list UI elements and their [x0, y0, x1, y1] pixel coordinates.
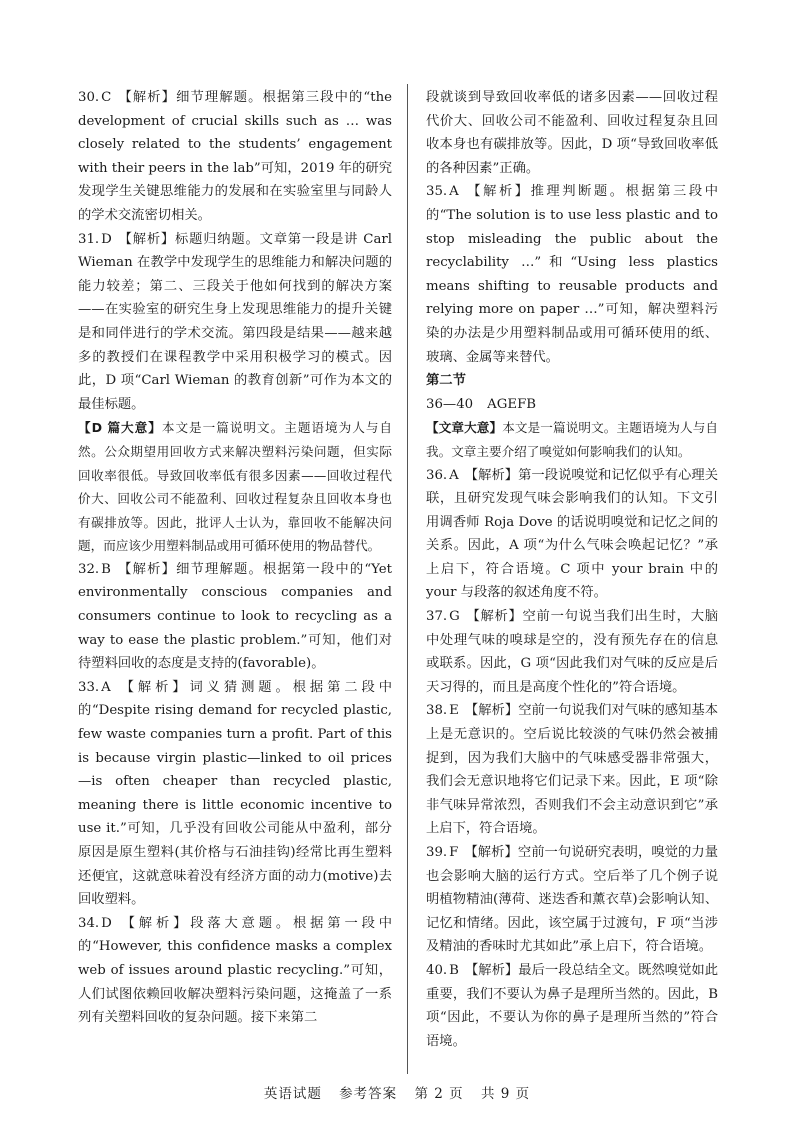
analysis-text: 细节理解题。根据第一段中的“Yet environmentally conscious companies and consumers continue to look to recycling as a way to ease the plastic problem.”可知，他们对待塑料回收的态度是支持的(favorable)。: [78, 561, 392, 672]
answer-item-34: [78, 912, 392, 1030]
analysis-tag: 【解析】: [464, 184, 531, 200]
footer-type: 参考答案: [339, 1086, 398, 1102]
analysis-text: 空前一句说我们对气味的感知基本上是无意识的。空后说比较淡的气味仍然会被捕捉到，因为我们大脑中的气味感受器非常强大，我们会无意识地将它们记录下来。因此，E 项“除非气味异常浓烈，否则我们不会主动意识到它”承上启下，符合语境。: [426, 703, 719, 837]
question-number: 37.: [426, 609, 448, 625]
answer-letter: E: [449, 703, 459, 719]
answer-letter: G: [449, 609, 460, 625]
answer-letter: A: [101, 679, 111, 695]
analysis-text: 段就谈到导致回收率低的诸多因素——回收过程代价大、回收公司不能盈利、回收过程复杂且回收本身也有碳排放等。因此，D 项“导致回收率低的各种因素”正确。: [426, 90, 718, 176]
answer-item-32: [78, 558, 392, 676]
answer-letter: B: [101, 561, 111, 577]
question-number: 33.: [78, 679, 100, 695]
footer-subject: 英语试题: [263, 1086, 322, 1102]
analysis-tag: 【解析】: [116, 561, 177, 577]
analysis-text: 词义猜测题。根据第二段中的“Despite rising demand for recycled plastic, few waste companies turn a profit. Part of this is because virgin plastic—linked to oil prices—is often cheaper than recycled plastic, meaning there is little economic incentive to use it.”可知，几乎没有回收公司能从中盈利，部分原因是原生塑料(其价格与石油挂钩)经常比再生塑料还便宜，这就意味着没有经济方面的动力(motive)去回收塑料。: [78, 679, 393, 908]
question-number: 34.: [78, 915, 100, 931]
question-number: 39.: [426, 845, 448, 860]
article-summary: [426, 416, 718, 463]
answer-item-35: [426, 180, 718, 369]
footer-total: 共 9 页: [480, 1086, 531, 1102]
answer-range: [426, 393, 718, 417]
analysis-tag: 【解析】: [117, 915, 191, 931]
answer-item-33: [78, 676, 392, 912]
passage-d-summary: [78, 416, 392, 558]
question-number: 32.: [78, 561, 100, 577]
right-column: [426, 86, 718, 1053]
answer-letter: D: [101, 915, 112, 931]
analysis-text: 最后一段总结全文。既然嗅觉如此重要，我们不要认为鼻子是理所当然的。因此，B 项“因此，不要认为你的鼻子是理所当然的”符合语境。: [426, 962, 719, 1049]
answer-item-36: [426, 464, 718, 606]
range-answers: AGEFB: [487, 396, 537, 412]
analysis-tag: 【解析】: [464, 845, 518, 860]
answer-34-continuation: [426, 86, 718, 180]
answer-item-40: [426, 959, 718, 1053]
answer-letter: D: [101, 231, 112, 247]
analysis-tag: 【解析】: [117, 90, 177, 105]
question-number: 30.: [78, 90, 100, 105]
answer-item-31: [78, 228, 392, 417]
analysis-text: 段落大意题。根据第一段中的“However, this confidence masks a complex web of issues around plastic recycling.”可知，人们试图依赖回收解决塑料污染问题，这掩盖了一系列有关塑料回收的复杂问题。接下来第二: [78, 915, 393, 1026]
question-number: 40.: [426, 962, 448, 978]
range-label: 36—40: [426, 396, 474, 412]
answer-item-30: [78, 86, 392, 228]
question-number: 38.: [426, 703, 448, 719]
summary-tag: 【文章大意】: [426, 420, 503, 436]
answer-letter: A: [449, 467, 459, 483]
question-number: 31.: [78, 231, 100, 247]
analysis-text: 第一段说嗅觉和记忆似乎有心理关联，且研究发现气味会影响我们的认知。下文引用调香师 Roja Dove 的话说明嗅觉和记忆之间的关系。因此，A 项“为什么气味会唤起记忆？”承上启下，符合语境。C 项中 your brain 中的 your 与段落的叙述角度不符。: [426, 467, 718, 601]
analysis-text: 细节理解题。根据第三段中的“the development of crucial skills such as … was closely related to the students’ engagement with their peers in the lab”可知，2019 年的研究发现学生关键思维能力的发展和在实验室里与同龄人的学术交流密切相关。: [78, 90, 393, 223]
summary-text: 本文是一篇说明文。主题语境为人与自然。公众期望用回收方式来解决塑料污染问题，但实际回收率很低。导致回收率低有很多因素——回收过程代价大、回收公司不能盈利、回收过程复杂且回收本身也有碳排放等。因此，批评人士认为，靠回收不能解决问题，而应该少用塑料制品或用可循环使用的物品替代。: [78, 420, 393, 554]
analysis-text: 推理判断题。根据第三段中的“The solution is to use less plastic and to stop misleading the public about the recyclability …”和“Using less plastics means shifting to reusable products and relying more on paper …”可知，解决塑料污染的办法是少用塑料制品或用可循环使用的纸、玻璃、金属等来替代。: [426, 184, 719, 365]
summary-tag: 【D 篇大意】: [78, 420, 162, 436]
analysis-text: 空前一句说当我们出生时，大脑中处理气味的嗅球是空的，没有预先存在的信息或联系。因此，G 项“因此我们对气味的反应是后天习得的，而且是高度个性化的”符合语境。: [426, 609, 719, 695]
analysis-tag: 【解析】: [464, 962, 519, 978]
column-divider: [407, 84, 408, 1074]
analysis-text: 标题归纳题。文章第一段是讲 Carl Wieman 在教学中发现学生的思维能力和解决问题的能力较差；第二、三段关于他如何找到的解决方案——在实验室的研究生身上发现思维能力的提升关键是和同伴进行的学术交流。第四段是结果——越来越多的教授们在课程教学中采用积极学习的模式。因此，D 项“Carl Wieman 的教育创新”可作为本文的最佳标题。: [78, 231, 393, 412]
answer-letter: F: [449, 845, 459, 860]
section-heading: 第二节: [426, 373, 466, 389]
answer-letter: C: [101, 90, 112, 105]
analysis-tag: 【解析】: [464, 467, 519, 483]
footer-page: 第 2 页: [414, 1086, 464, 1102]
analysis-tag: 【解析】: [465, 609, 523, 625]
analysis-tag: 【解析】: [117, 231, 176, 247]
summary-text: 本文是一篇说明文。主题语境为人与自我。文章主要介绍了嗅觉如何影响我们的认知。: [426, 420, 719, 459]
question-number: 35.: [426, 184, 448, 200]
left-column: [78, 86, 392, 1030]
answer-letter: B: [449, 962, 459, 978]
answer-letter: A: [449, 184, 459, 200]
analysis-tag: 【解析】: [116, 679, 190, 695]
analysis-text: 空前一句说研究表明，嗅觉的力量也会影响大脑的运行方式。空后举了几个例子说明植物精油(薄荷、迷迭香和薰衣草)会影响认知、记忆和情绪。因此，该空属于过渡句，F 项“当涉及精油的香味时尤其如此”承上启下，符合语境。: [426, 845, 719, 955]
page-footer: [0, 1082, 794, 1102]
question-number: 36.: [426, 467, 448, 483]
answer-item-39: [426, 841, 718, 959]
answer-item-38: [426, 699, 718, 841]
answer-item-37: [426, 605, 718, 699]
analysis-tag: 【解析】: [464, 703, 519, 719]
